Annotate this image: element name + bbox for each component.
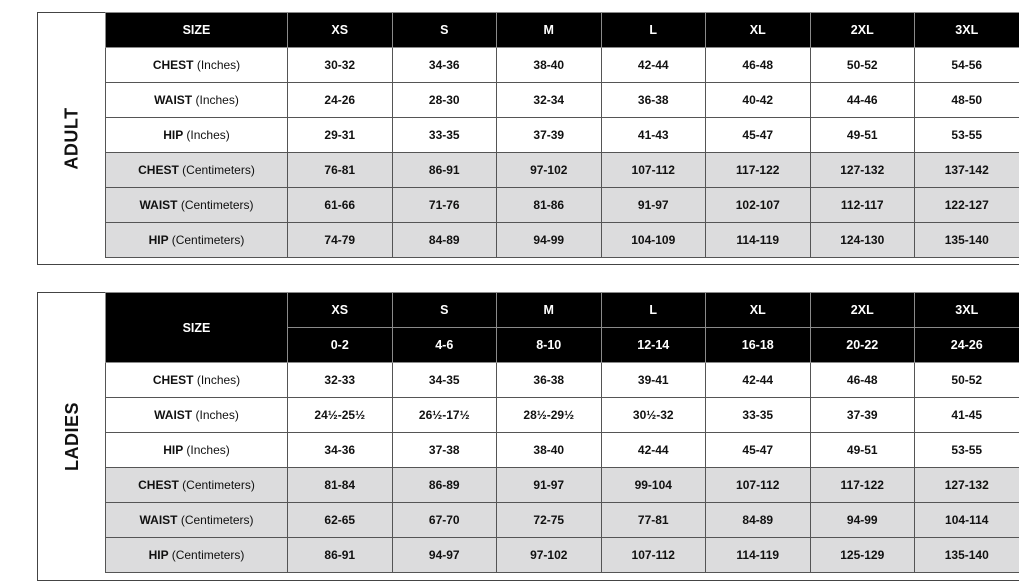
measurement-name: CHEST — [152, 58, 194, 72]
measurement-value: 62-65 — [288, 503, 393, 538]
numeric-size-m: 8-10 — [497, 328, 602, 363]
measurement-value: 94-99 — [810, 503, 915, 538]
measurement-value: 42-44 — [601, 48, 706, 83]
measurement-value: 77-81 — [601, 503, 706, 538]
measurement-value: 34-36 — [288, 433, 393, 468]
measurement-value: 42-44 — [706, 363, 811, 398]
table-row — [106, 223, 1019, 258]
size-header-3xl: 3XL — [915, 13, 1019, 48]
size-header-xs: XS — [288, 293, 393, 328]
numeric-size-xs: 0-2 — [288, 328, 393, 363]
measurement-value: 114-119 — [706, 223, 811, 258]
measurement-label — [106, 503, 288, 538]
measurement-value: 86-89 — [392, 468, 497, 503]
measurement-unit: (Inches) — [186, 128, 230, 142]
table-row — [106, 433, 1019, 468]
measurement-value: 37-39 — [810, 398, 915, 433]
measurement-label — [106, 468, 288, 503]
measurement-unit: (Inches) — [186, 443, 230, 457]
measurement-unit: (Centimeters) — [182, 163, 255, 177]
table-row — [106, 153, 1019, 188]
measurement-value: 86-91 — [288, 538, 393, 573]
measurement-label — [106, 118, 288, 153]
measurement-value: 24-26 — [288, 83, 393, 118]
ladies-header-row — [106, 293, 1019, 328]
measurement-value: 42-44 — [601, 433, 706, 468]
measurement-name: HIP — [148, 233, 169, 247]
measurement-value: 97-102 — [497, 538, 602, 573]
ladies-size-chart — [37, 292, 1019, 581]
measurement-value: 135-140 — [915, 538, 1019, 573]
adult-section-label: ADULT — [61, 107, 82, 170]
measurement-name: WAIST — [154, 93, 193, 107]
size-header-xl: XL — [706, 13, 811, 48]
measurement-value: 39-41 — [601, 363, 706, 398]
size-header-m: M — [497, 293, 602, 328]
table-row — [106, 398, 1019, 433]
table-row — [106, 48, 1019, 83]
measurement-value: 53-55 — [915, 433, 1019, 468]
measurement-value: 76-81 — [288, 153, 393, 188]
measurement-value: 34-36 — [392, 48, 497, 83]
measurement-value: 48-50 — [915, 83, 1019, 118]
measurement-value: 104-114 — [915, 503, 1019, 538]
adult-header-row — [106, 13, 1019, 48]
measurement-value: 104-109 — [601, 223, 706, 258]
measurement-value: 81-84 — [288, 468, 393, 503]
size-header-l: L — [601, 293, 706, 328]
numeric-size-l: 12-14 — [601, 328, 706, 363]
measurement-unit: (Centimeters) — [182, 478, 255, 492]
measurement-unit: (Inches) — [196, 58, 241, 72]
measurement-name: CHEST — [138, 478, 179, 492]
measurement-label — [106, 188, 288, 223]
measurement-value: 125-129 — [810, 538, 915, 573]
size-header: SIZE — [106, 13, 288, 48]
size-header: SIZE — [106, 293, 288, 363]
measurement-value: 30-32 — [288, 48, 393, 83]
measurement-value: 38-40 — [497, 433, 602, 468]
measurement-unit: (Inches) — [195, 93, 239, 107]
measurement-value: 137-142 — [915, 153, 1019, 188]
measurement-value: 26½-17½ — [392, 398, 497, 433]
size-header-xs: XS — [288, 13, 393, 48]
measurement-name: CHEST — [152, 373, 194, 387]
adult-size-chart — [37, 12, 1019, 265]
measurement-value: 38-40 — [497, 48, 602, 83]
size-header-s: S — [392, 13, 497, 48]
measurement-value: 84-89 — [706, 503, 811, 538]
measurement-unit: (Inches) — [195, 408, 239, 422]
table-row — [106, 363, 1019, 398]
measurement-value: 32-33 — [288, 363, 393, 398]
table-row — [106, 118, 1019, 153]
measurement-value: 36-38 — [497, 363, 602, 398]
measurement-value: 84-89 — [392, 223, 497, 258]
numeric-size-s: 4-6 — [392, 328, 497, 363]
measurement-value: 61-66 — [288, 188, 393, 223]
measurement-value: 71-76 — [392, 188, 497, 223]
measurement-value: 28½-29½ — [497, 398, 602, 433]
ladies-section-label: LADIES — [61, 401, 82, 472]
measurement-value: 46-48 — [706, 48, 811, 83]
measurement-value: 86-91 — [392, 153, 497, 188]
measurement-value: 107-112 — [601, 538, 706, 573]
measurement-value: 32-34 — [497, 83, 602, 118]
measurement-value: 41-43 — [601, 118, 706, 153]
measurement-value: 44-46 — [810, 83, 915, 118]
measurement-value: 127-132 — [915, 468, 1019, 503]
measurement-value: 74-79 — [288, 223, 393, 258]
measurement-value: 127-132 — [810, 153, 915, 188]
measurement-value: 107-112 — [706, 468, 811, 503]
measurement-value: 112-117 — [810, 188, 915, 223]
measurement-label — [106, 363, 288, 398]
measurement-value: 122-127 — [915, 188, 1019, 223]
measurement-value: 99-104 — [601, 468, 706, 503]
table-row — [106, 468, 1019, 503]
measurement-unit: (Centimeters) — [171, 233, 245, 247]
measurement-name: WAIST — [154, 408, 193, 422]
measurement-value: 124-130 — [810, 223, 915, 258]
measurement-name: WAIST — [139, 513, 178, 527]
measurement-label — [106, 48, 288, 83]
adult-size-table — [105, 12, 1019, 258]
table-row — [106, 503, 1019, 538]
measurement-value: 91-97 — [497, 468, 602, 503]
numeric-size-3xl: 24-26 — [915, 328, 1019, 363]
measurement-value: 50-52 — [915, 363, 1019, 398]
measurement-value: 37-38 — [392, 433, 497, 468]
measurement-value: 67-70 — [392, 503, 497, 538]
measurement-value: 28-30 — [392, 83, 497, 118]
measurement-name: HIP — [163, 128, 184, 142]
measurement-value: 94-99 — [497, 223, 602, 258]
size-header-2xl: 2XL — [810, 293, 915, 328]
measurement-value: 24½-25½ — [288, 398, 393, 433]
measurement-unit: (Inches) — [196, 373, 241, 387]
table-row — [106, 538, 1019, 573]
measurement-name: HIP — [163, 443, 184, 457]
measurement-name: WAIST — [139, 198, 178, 212]
measurement-unit: (Centimeters) — [171, 548, 245, 562]
measurement-value: 33-35 — [392, 118, 497, 153]
measurement-unit: (Centimeters) — [180, 513, 254, 527]
measurement-value: 37-39 — [497, 118, 602, 153]
measurement-value: 41-45 — [915, 398, 1019, 433]
numeric-size-2xl: 20-22 — [810, 328, 915, 363]
measurement-value: 97-102 — [497, 153, 602, 188]
measurement-value: 135-140 — [915, 223, 1019, 258]
measurement-value: 36-38 — [601, 83, 706, 118]
measurement-value: 81-86 — [497, 188, 602, 223]
measurement-label — [106, 223, 288, 258]
measurement-value: 34-35 — [392, 363, 497, 398]
measurement-value: 91-97 — [601, 188, 706, 223]
measurement-value: 50-52 — [810, 48, 915, 83]
numeric-size-xl: 16-18 — [706, 328, 811, 363]
measurement-unit: (Centimeters) — [180, 198, 254, 212]
measurement-value: 72-75 — [497, 503, 602, 538]
measurement-name: CHEST — [138, 163, 179, 177]
measurement-value: 117-122 — [810, 468, 915, 503]
measurement-label — [106, 153, 288, 188]
measurement-label — [106, 538, 288, 573]
measurement-name: HIP — [148, 548, 169, 562]
measurement-value: 53-55 — [915, 118, 1019, 153]
measurement-label — [106, 83, 288, 118]
measurement-value: 45-47 — [706, 433, 811, 468]
table-row — [106, 188, 1019, 223]
measurement-value: 114-119 — [706, 538, 811, 573]
measurement-value: 49-51 — [810, 118, 915, 153]
measurement-value: 40-42 — [706, 83, 811, 118]
measurement-value: 54-56 — [915, 48, 1019, 83]
measurement-value: 49-51 — [810, 433, 915, 468]
size-header-xl: XL — [706, 293, 811, 328]
measurement-value: 102-107 — [706, 188, 811, 223]
measurement-value: 33-35 — [706, 398, 811, 433]
measurement-label — [106, 433, 288, 468]
measurement-value: 30½-32 — [601, 398, 706, 433]
size-header-3xl: 3XL — [915, 293, 1019, 328]
size-header-l: L — [601, 13, 706, 48]
measurement-value: 94-97 — [392, 538, 497, 573]
ladies-size-table — [105, 292, 1019, 573]
table-row — [106, 83, 1019, 118]
measurement-value: 29-31 — [288, 118, 393, 153]
measurement-value: 46-48 — [810, 363, 915, 398]
size-header-2xl: 2XL — [810, 13, 915, 48]
measurement-value: 45-47 — [706, 118, 811, 153]
measurement-value: 117-122 — [706, 153, 811, 188]
measurement-label — [106, 398, 288, 433]
measurement-value: 107-112 — [601, 153, 706, 188]
size-header-m: M — [497, 13, 602, 48]
size-header-s: S — [392, 293, 497, 328]
